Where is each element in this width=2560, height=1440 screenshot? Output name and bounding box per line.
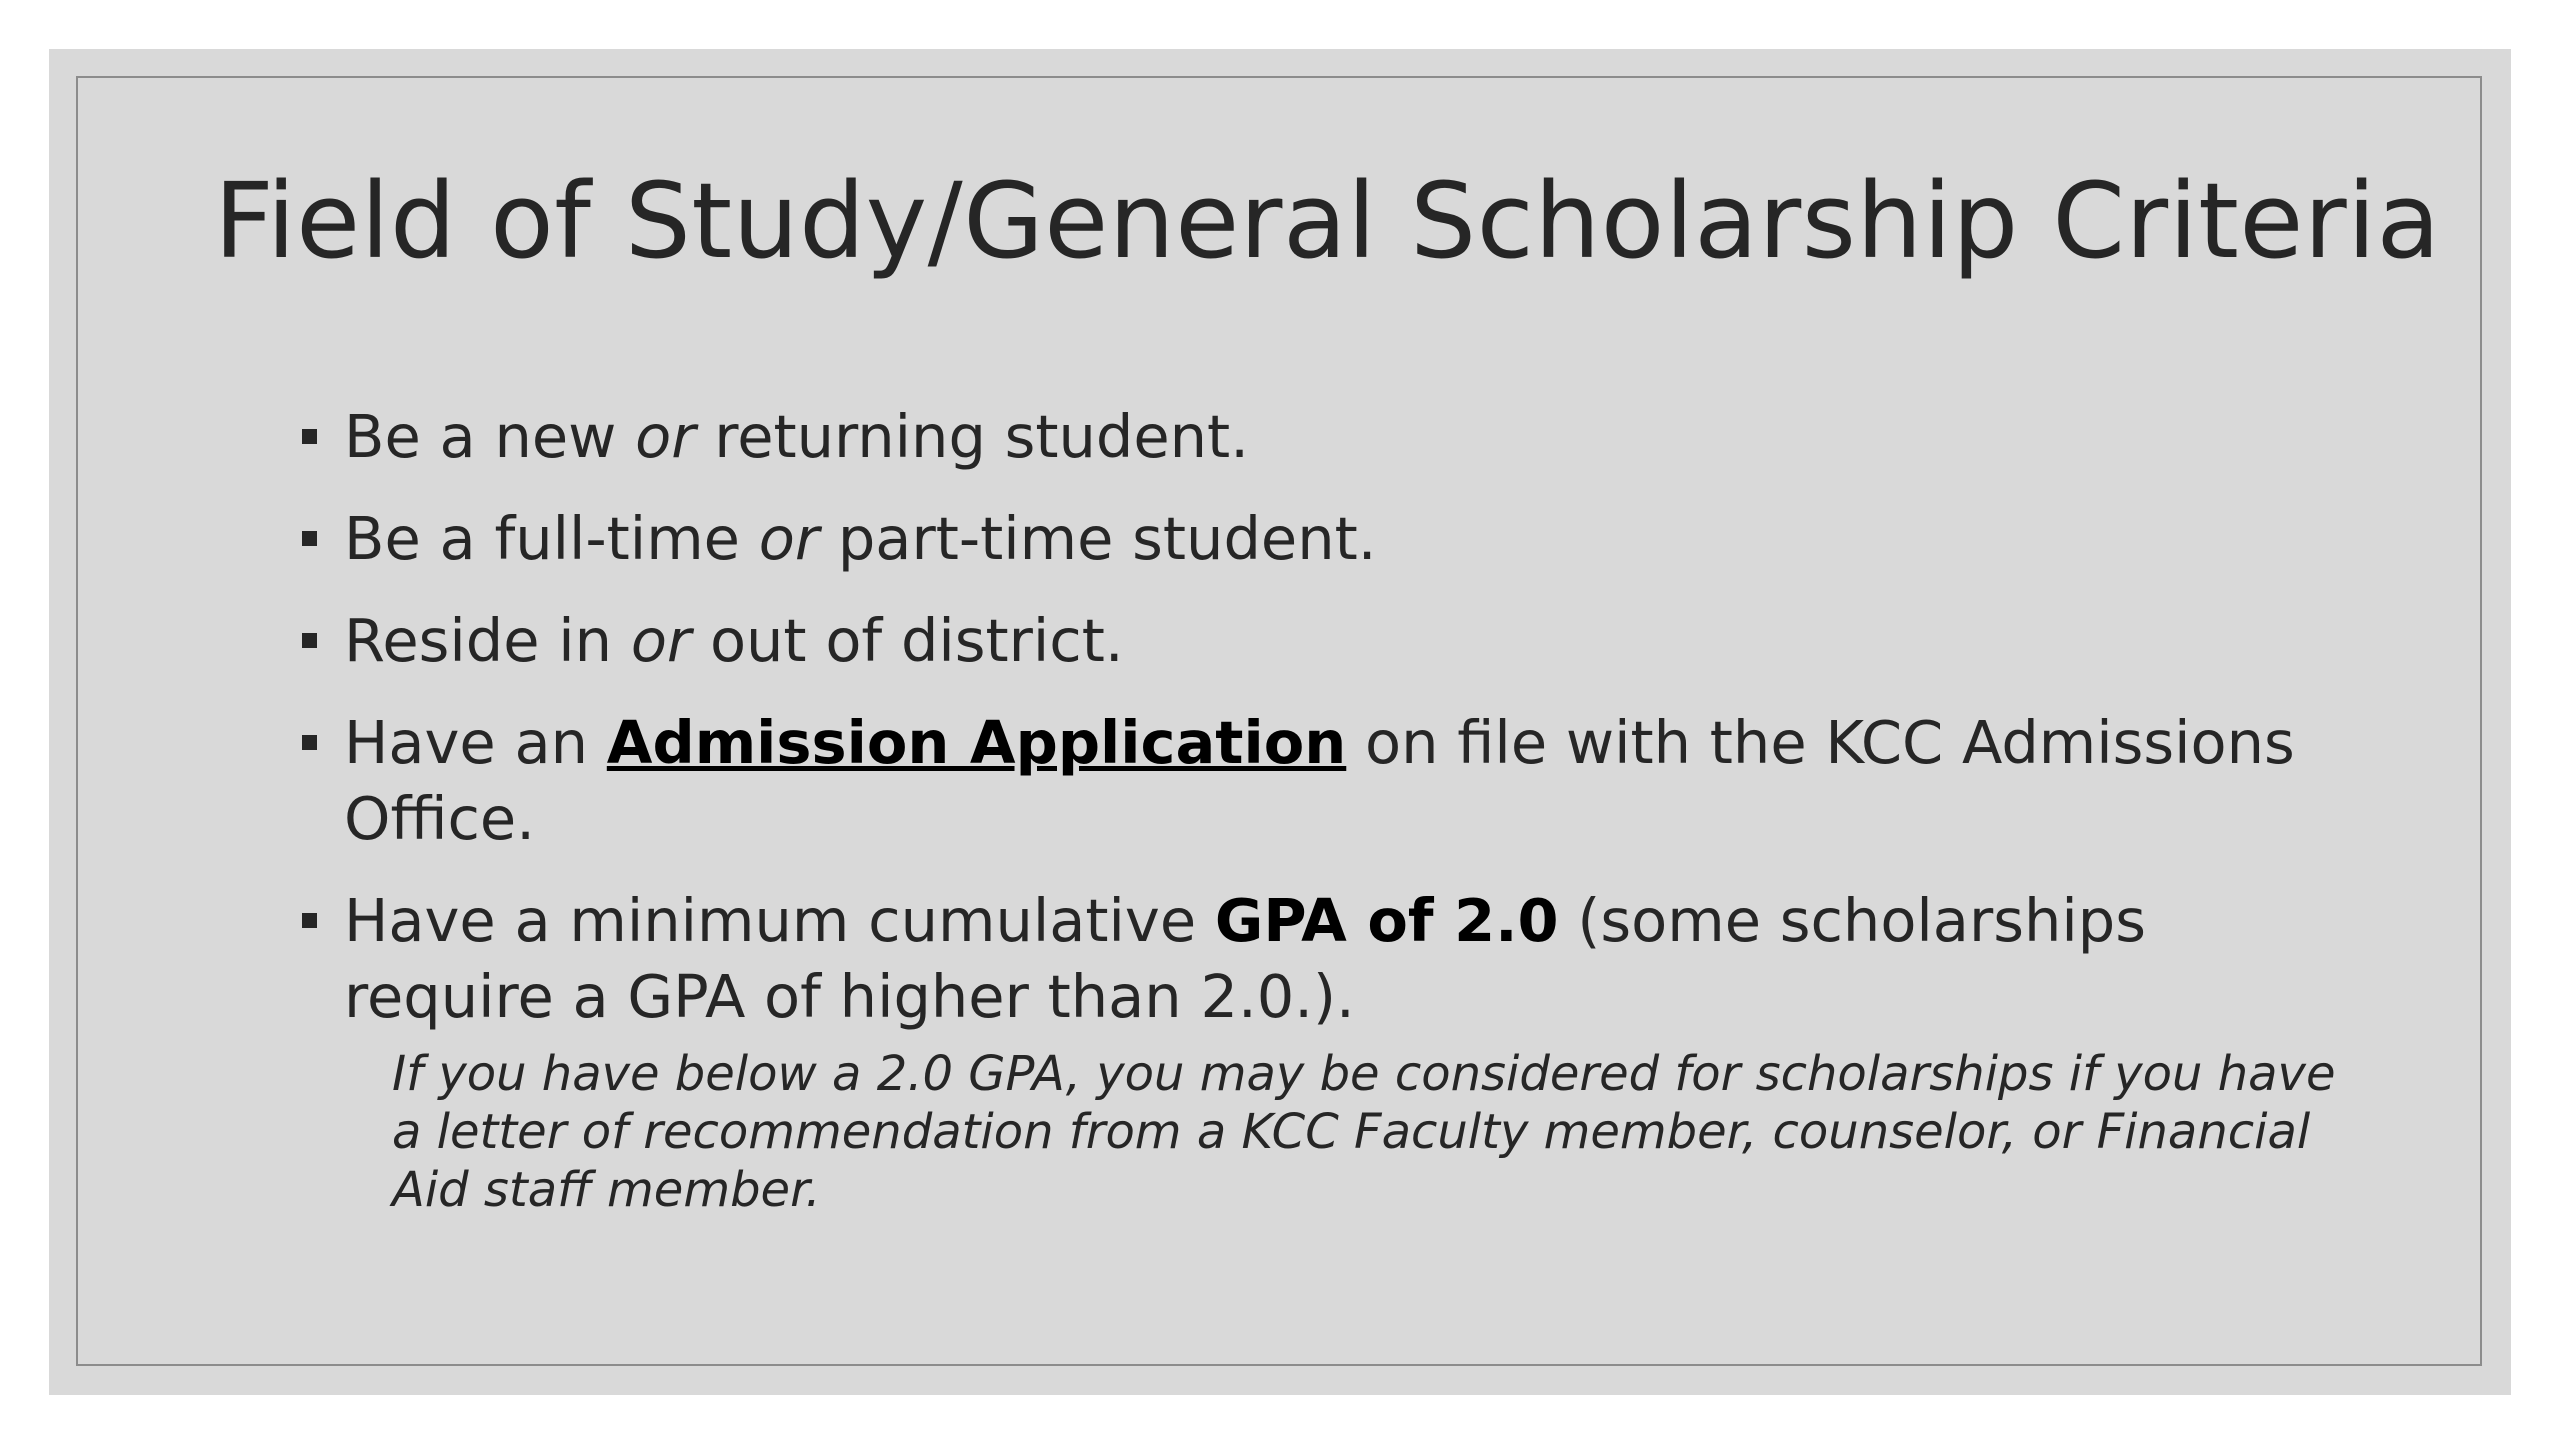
criteria-text: out of district. [691,606,1124,675]
criteria-text: part-time student. [819,504,1377,573]
criteria-item-admission-application [219,705,2339,857]
square-bullet-icon [302,735,317,750]
criteria-text: Reside in [344,606,631,675]
criteria-emphasis: or [630,606,692,675]
gpa-exception-note: If you have below a 2.0 GPA, you may be considered for scholarships if you have a letter of recommendation from a KCC Faculty member, counselor, or Financial Aid staff member. [392,1046,2336,1218]
square-bullet-icon [302,913,317,928]
criteria-item-residency [219,603,2339,679]
criteria-text: (some scholarships require a GPA of higher than 2.0.). [344,886,2146,1031]
slide-title: Field of Study/General Scholarship Criteria [214,160,2441,282]
criteria-item-new-or-returning [219,399,2339,475]
square-bullet-icon [302,531,317,546]
admission-application-link[interactable]: Admission Application [606,708,1347,777]
criteria-item-full-or-part-time [219,501,2339,577]
criteria-text: Be a full-time [344,504,759,573]
square-bullet-icon [302,633,317,648]
criteria-text: on file with the KCC Admissions Office. [344,708,2295,853]
slide-frame [49,49,2511,1395]
criteria-text: Be a new [344,402,636,471]
gpa-requirement: GPA of 2.0 [1214,886,1559,955]
criteria-text: returning student. [695,402,1249,471]
criteria-emphasis: or [758,504,820,573]
criteria-text: Have a minimum cumulative [344,886,1215,955]
criteria-list [219,399,2339,1245]
criteria-text: Have an [344,708,607,777]
square-bullet-icon [302,429,317,444]
criteria-emphasis: or [635,402,696,471]
criteria-item-gpa [219,883,2339,1219]
